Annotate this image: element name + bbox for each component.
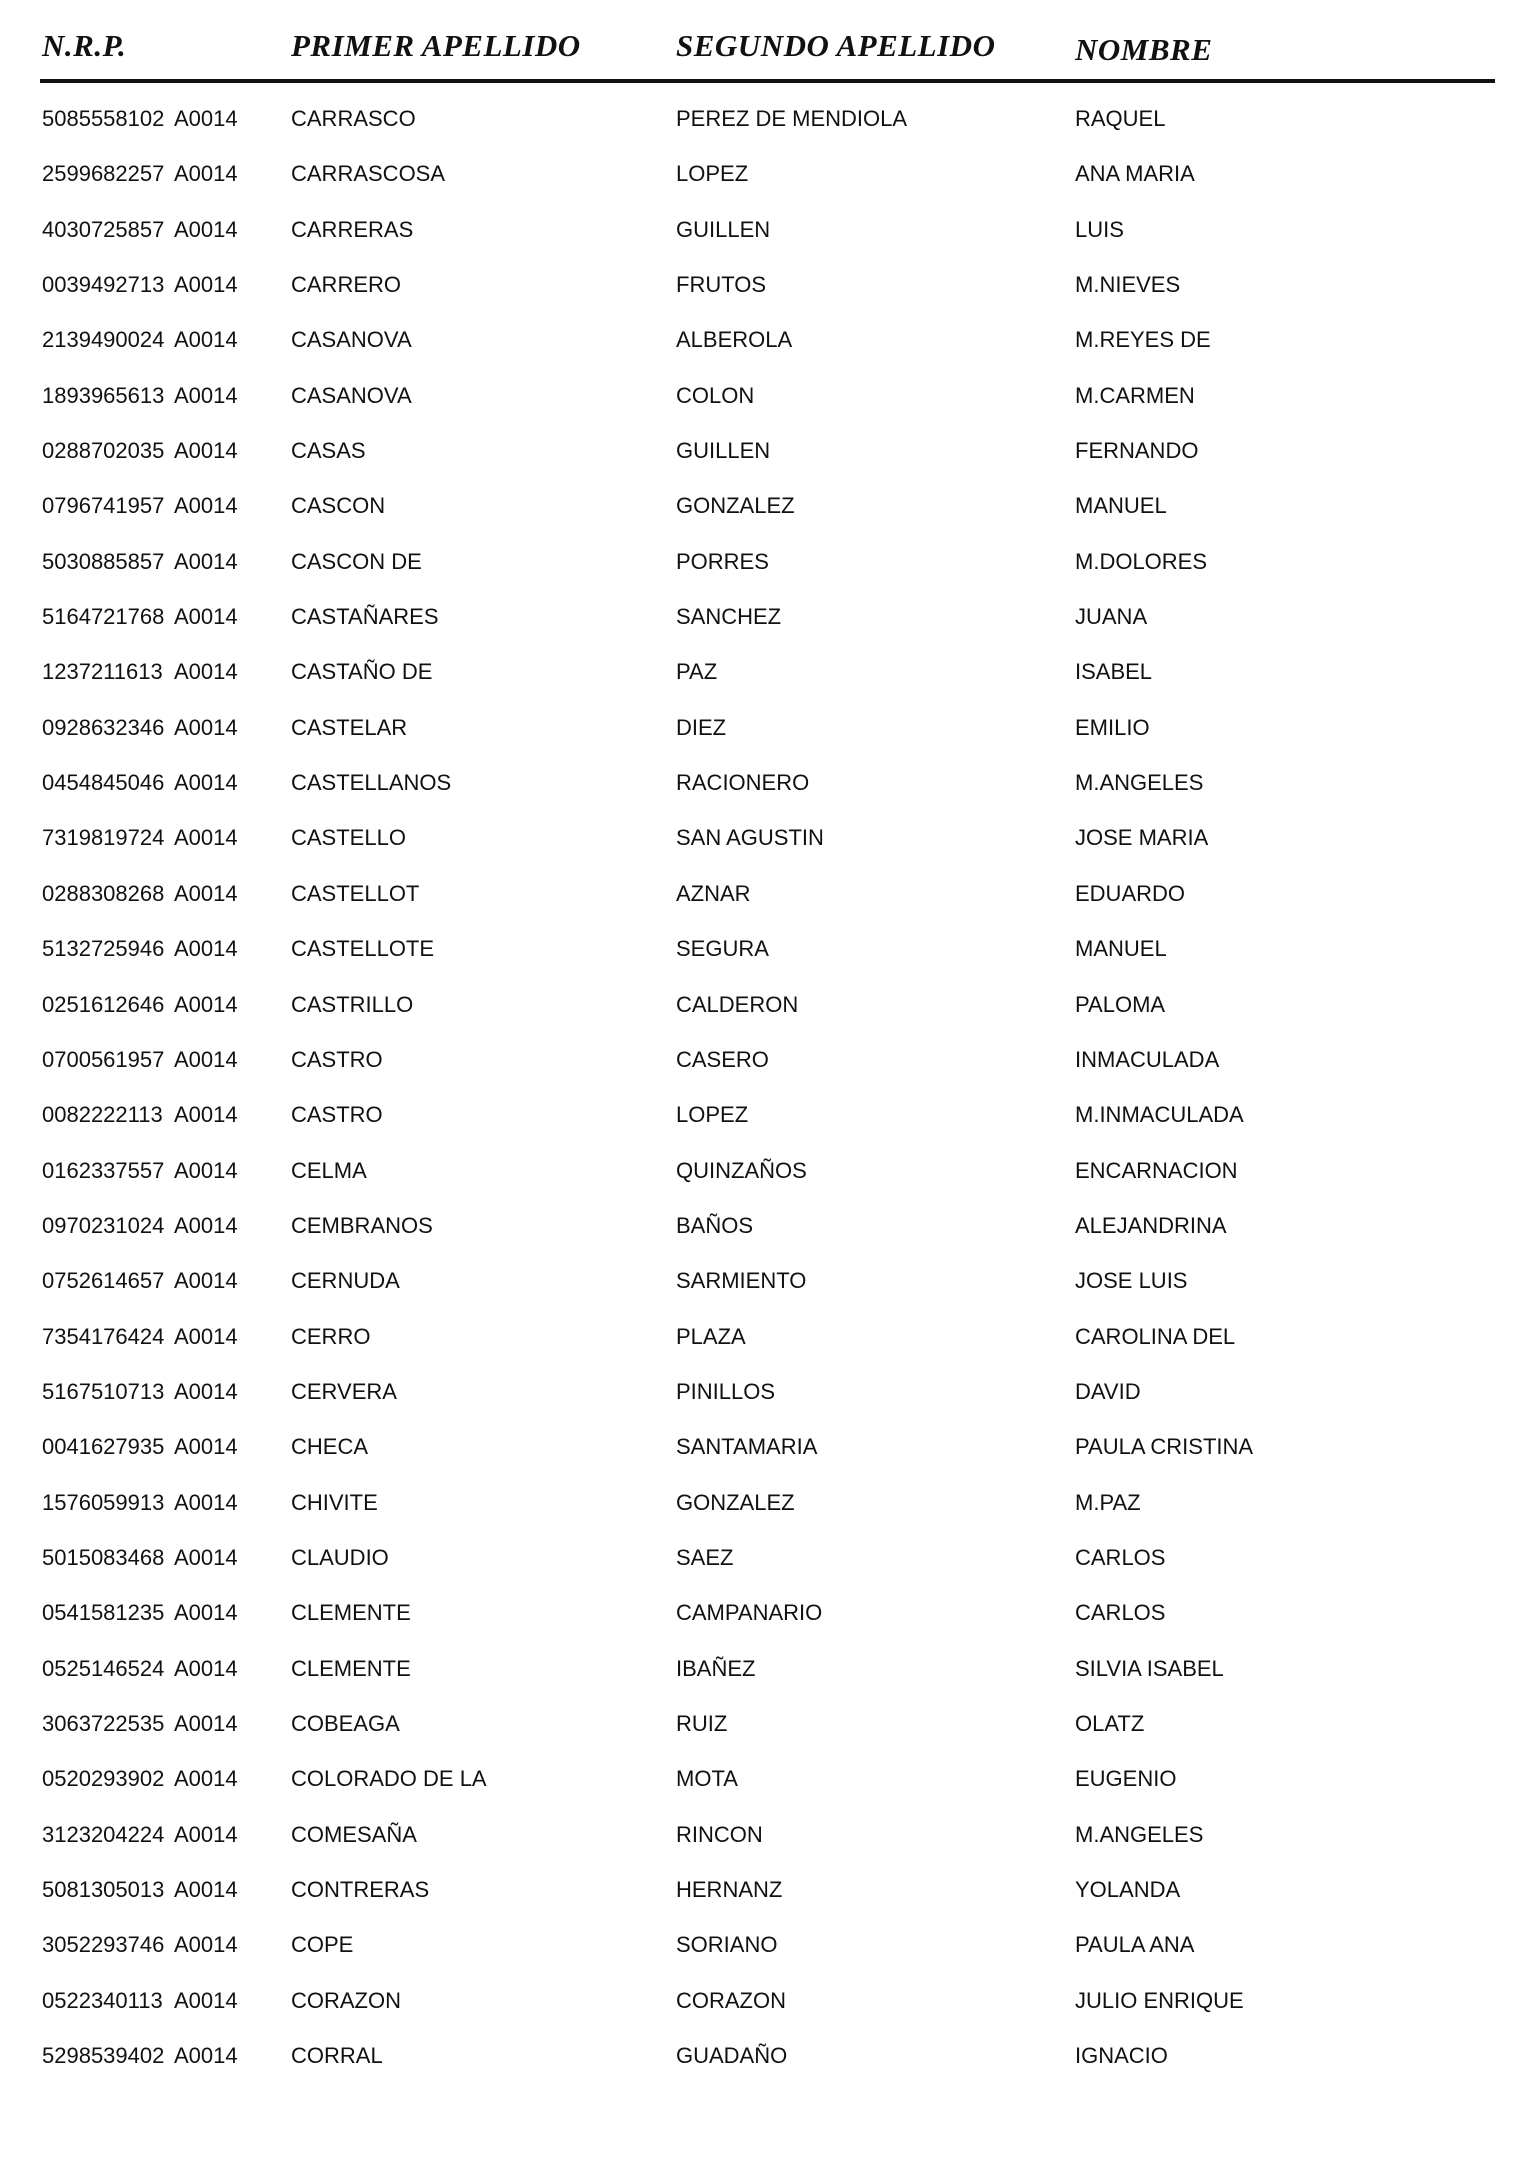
cell-code: A0014: [174, 991, 238, 1017]
cell-primer-apellido: COMESAÑA: [291, 1821, 417, 1847]
cell-nrp: 0520293902: [42, 1766, 165, 1792]
cell-segundo-apellido: ALBEROLA: [676, 327, 793, 353]
cell-code: A0014: [174, 161, 238, 187]
cell-code: A0014: [174, 1877, 238, 1902]
cell-primer-apellido: CASTELAR: [291, 714, 408, 740]
table-row: [0, 1710, 1536, 1768]
cell-nrp: 0041627935: [42, 1434, 165, 1460]
cell-nombre: JUANA: [1075, 604, 1148, 630]
table-row: [0, 274, 1536, 329]
cell-segundo-apellido: LOPEZ: [676, 1102, 749, 1128]
table-row: [0, 1046, 1536, 1104]
cell-nrp: 3052293746: [42, 1932, 165, 1958]
cell-nombre: PALOMA: [1075, 991, 1166, 1017]
cell-code: A0014: [174, 1655, 238, 1681]
cell-nombre: CAROLINA DEL: [1075, 1323, 1236, 1349]
cell-segundo-apellido: PEREZ DE MENDIOLA: [676, 106, 908, 131]
table-row: [0, 163, 1536, 218]
header-segundo-apellido: SEGUNDO APELLIDO: [676, 28, 996, 63]
cell-primer-apellido: CORRAL: [291, 2043, 383, 2069]
table-row: [0, 772, 1536, 827]
cell-nombre: CARLOS: [1075, 1544, 1166, 1570]
cell-primer-apellido: CONTRERAS: [291, 1877, 430, 1902]
cell-primer-apellido: CASTELLO: [291, 825, 406, 851]
cell-primer-apellido: CASTAÑARES: [291, 604, 439, 630]
table-row: [0, 714, 1536, 772]
cell-code: A0014: [174, 1212, 238, 1238]
cell-primer-apellido: CLAUDIO: [291, 1544, 389, 1570]
cell-nrp: 0288308268: [42, 880, 165, 906]
cell-nombre: EUGENIO: [1075, 1766, 1177, 1792]
cell-primer-apellido: CHECA: [291, 1434, 369, 1460]
cell-code: A0014: [174, 1268, 238, 1294]
cell-nrp: 1893965613: [42, 382, 165, 408]
cell-primer-apellido: CERRO: [291, 1323, 371, 1349]
cell-code: A0014: [174, 548, 238, 574]
cell-primer-apellido: CASTELLOTE: [291, 936, 435, 962]
cell-nombre: ISABEL: [1075, 659, 1153, 685]
table-row: [0, 382, 1536, 440]
cell-nrp: 5085558102: [42, 106, 165, 131]
cell-code: A0014: [174, 1157, 238, 1183]
table-row: [0, 1157, 1536, 1215]
cell-nrp: 0288702035: [42, 438, 165, 464]
cell-segundo-apellido: BAÑOS: [676, 1212, 754, 1238]
cell-nrp: 0970231024: [42, 1212, 165, 1238]
cell-code: A0014: [174, 1987, 238, 2013]
header-nrp: N.R.P.: [42, 28, 127, 63]
cell-primer-apellido: CASAS: [291, 438, 366, 464]
cell-primer-apellido: COBEAGA: [291, 1710, 400, 1736]
cell-code: A0014: [174, 493, 238, 519]
cell-segundo-apellido: QUINZAÑOS: [676, 1157, 807, 1183]
cell-nombre: M.NIEVES: [1075, 272, 1181, 298]
cell-segundo-apellido: SORIANO: [676, 1932, 778, 1958]
cell-nombre: YOLANDA: [1075, 1877, 1181, 1902]
cell-code: A0014: [174, 2043, 238, 2069]
cell-nombre: PAULA ANA: [1075, 1932, 1195, 1958]
cell-nombre: M.PAZ: [1075, 1489, 1141, 1515]
cell-primer-apellido: CHIVITE: [291, 1489, 378, 1515]
cell-segundo-apellido: GONZALEZ: [676, 1489, 795, 1515]
cell-nombre: M.DOLORES: [1075, 548, 1208, 574]
cell-segundo-apellido: HERNANZ: [676, 1877, 783, 1902]
cell-nrp: 5298539402: [42, 2043, 165, 2069]
cell-primer-apellido: CERVERA: [291, 1378, 397, 1404]
cell-nombre: CARLOS: [1075, 1600, 1166, 1626]
cell-primer-apellido: CASTRO: [291, 1046, 383, 1072]
cell-primer-apellido: CASCON: [291, 493, 386, 519]
cell-nombre: EMILIO: [1075, 714, 1150, 740]
cell-nrp: 4030725857: [42, 216, 165, 242]
cell-nrp: 2139490024: [42, 327, 165, 353]
cell-code: A0014: [174, 106, 238, 131]
cell-primer-apellido: CASCON DE: [291, 548, 422, 574]
cell-code: A0014: [174, 438, 238, 464]
cell-code: A0014: [174, 1710, 238, 1736]
cell-segundo-apellido: PLAZA: [676, 1323, 746, 1349]
cell-segundo-apellido: MOTA: [676, 1766, 738, 1792]
table-row: [0, 1104, 1536, 1159]
cell-nrp: 5164721768: [42, 604, 165, 630]
cell-nombre: INMACULADA: [1075, 1046, 1220, 1072]
cell-segundo-apellido: CAMPANARIO: [676, 1600, 823, 1626]
cell-primer-apellido: CARRERAS: [291, 216, 414, 242]
cell-nombre: SILVIA ISABEL: [1075, 1655, 1224, 1681]
table-row: [0, 1768, 1536, 1823]
header-nombre: NOMBRE: [1075, 32, 1213, 67]
table-row: [0, 1544, 1536, 1602]
cell-segundo-apellido: PORRES: [676, 548, 769, 574]
table-row: [0, 1212, 1536, 1270]
cell-code: A0014: [174, 1932, 238, 1958]
table-row: [0, 329, 1536, 384]
cell-code: A0014: [174, 1544, 238, 1570]
table-row: [0, 1602, 1536, 1657]
cell-nombre: EDUARDO: [1075, 880, 1186, 906]
cell-nombre: ALEJANDRINA: [1075, 1212, 1227, 1238]
table-row: [0, 1655, 1536, 1713]
cell-primer-apellido: CORAZON: [291, 1987, 401, 2013]
table-row: [0, 1987, 1536, 2045]
cell-segundo-apellido: AZNAR: [676, 880, 751, 906]
cell-nombre: MANUEL: [1075, 936, 1167, 962]
cell-code: A0014: [174, 1102, 238, 1128]
cell-code: A0014: [174, 327, 238, 353]
cell-nombre: FERNANDO: [1075, 438, 1199, 464]
cell-nrp: 7319819724: [42, 825, 165, 851]
cell-code: A0014: [174, 936, 238, 962]
cell-nrp: 3063722535: [42, 1710, 165, 1736]
cell-nrp: 2599682257: [42, 161, 165, 187]
table-row: [0, 661, 1536, 716]
cell-primer-apellido: CASANOVA: [291, 382, 412, 408]
cell-code: A0014: [174, 1378, 238, 1404]
cell-code: A0014: [174, 770, 238, 796]
table-row: [0, 216, 1536, 274]
cell-primer-apellido: CLEMENTE: [291, 1655, 411, 1681]
cell-segundo-apellido: CALDERON: [676, 991, 799, 1017]
cell-code: A0014: [174, 825, 238, 851]
table-row: [0, 938, 1536, 993]
cell-segundo-apellido: PINILLOS: [676, 1378, 776, 1404]
cell-nombre: JULIO ENRIQUE: [1075, 1987, 1244, 2013]
cell-primer-apellido: CASTAÑO DE: [291, 659, 433, 685]
cell-nrp: 5132725946: [42, 936, 165, 962]
cell-primer-apellido: CASTRILLO: [291, 991, 414, 1017]
cell-segundo-apellido: IBAÑEZ: [676, 1655, 756, 1681]
cell-nrp: 0082222113: [42, 1102, 163, 1128]
cell-nombre: ANA MARIA: [1075, 161, 1195, 187]
cell-nombre: M.ANGELES: [1075, 770, 1204, 796]
table-row: [0, 827, 1536, 882]
cell-segundo-apellido: CASERO: [676, 1046, 769, 1072]
table-row: [0, 1378, 1536, 1436]
cell-primer-apellido: COPE: [291, 1932, 354, 1958]
cell-nrp: 0700561957: [42, 1046, 165, 1072]
cell-code: A0014: [174, 1821, 238, 1847]
cell-nrp: 5030885857: [42, 548, 165, 574]
cell-primer-apellido: CELMA: [291, 1157, 367, 1183]
cell-segundo-apellido: GUILLEN: [676, 216, 771, 242]
cell-code: A0014: [174, 659, 238, 685]
cell-code: A0014: [174, 1766, 238, 1792]
cell-nrp: 0928632346: [42, 714, 165, 740]
table-row: [0, 1270, 1536, 1325]
cell-segundo-apellido: CORAZON: [676, 1987, 786, 2013]
cell-code: A0014: [174, 1434, 238, 1460]
cell-primer-apellido: CASTELLOT: [291, 880, 420, 906]
cell-primer-apellido: CEMBRANOS: [291, 1212, 433, 1238]
cell-nrp: 0522340113: [42, 1987, 163, 2013]
table-row: [0, 1879, 1536, 1934]
cell-code: A0014: [174, 382, 238, 408]
cell-code: A0014: [174, 1600, 238, 1626]
cell-primer-apellido: CARRASCO: [291, 106, 416, 131]
table-row: [0, 1821, 1536, 1879]
header-rule: [40, 79, 1495, 83]
cell-primer-apellido: CARRERO: [291, 272, 402, 298]
table-row: [0, 1489, 1536, 1547]
cell-primer-apellido: CLEMENTE: [291, 1600, 411, 1626]
cell-nrp: 3123204224: [42, 1821, 165, 1847]
cell-nombre: OLATZ: [1075, 1710, 1145, 1736]
cell-primer-apellido: CASTELLANOS: [291, 770, 452, 796]
cell-code: A0014: [174, 216, 238, 242]
cell-segundo-apellido: SAEZ: [676, 1544, 734, 1570]
table-row: [0, 108, 1536, 163]
cell-primer-apellido: CARRASCOSA: [291, 161, 446, 187]
cell-primer-apellido: CERNUDA: [291, 1268, 400, 1294]
cell-segundo-apellido: SANCHEZ: [676, 604, 782, 630]
cell-code: A0014: [174, 1046, 238, 1072]
cell-code: A0014: [174, 272, 238, 298]
cell-nombre: IGNACIO: [1075, 2043, 1168, 2069]
cell-nombre: M.CARMEN: [1075, 382, 1195, 408]
cell-nrp: 5167510713: [42, 1378, 165, 1404]
cell-segundo-apellido: DIEZ: [676, 714, 727, 740]
table-row: [0, 548, 1536, 606]
table-row: [0, 1436, 1536, 1491]
cell-nombre: JOSE LUIS: [1075, 1268, 1188, 1294]
cell-nrp: 0454845046: [42, 770, 165, 796]
cell-primer-apellido: CASANOVA: [291, 327, 412, 353]
cell-nrp: 5015083468: [42, 1544, 165, 1570]
cell-nrp: 0039492713: [42, 272, 165, 298]
cell-segundo-apellido: SAN AGUSTIN: [676, 825, 824, 851]
cell-primer-apellido: COLORADO DE LA: [291, 1766, 487, 1792]
cell-nrp: 0162337557: [42, 1157, 165, 1183]
cell-segundo-apellido: LOPEZ: [676, 161, 749, 187]
cell-nrp: 5081305013: [42, 1877, 165, 1902]
cell-nombre: M.INMACULADA: [1075, 1102, 1244, 1128]
cell-nrp: 0752614657: [42, 1268, 165, 1294]
cell-code: A0014: [174, 714, 238, 740]
cell-nombre: JOSE MARIA: [1075, 825, 1209, 851]
cell-nombre: MANUEL: [1075, 493, 1167, 519]
cell-segundo-apellido: GUADAÑO: [676, 2043, 788, 2069]
cell-segundo-apellido: RUIZ: [676, 1710, 728, 1736]
cell-code: A0014: [174, 604, 238, 630]
cell-segundo-apellido: COLON: [676, 382, 755, 408]
table-header: [0, 28, 1536, 78]
cell-segundo-apellido: SARMIENTO: [676, 1268, 807, 1294]
cell-nrp: 1237211613: [42, 659, 163, 685]
cell-segundo-apellido: SEGURA: [676, 936, 769, 962]
cell-segundo-apellido: GUILLEN: [676, 438, 771, 464]
cell-nrp: 1576059913: [42, 1489, 165, 1515]
cell-nombre: DAVID: [1075, 1378, 1141, 1404]
cell-nombre: LUIS: [1075, 216, 1124, 242]
cell-segundo-apellido: RINCON: [676, 1821, 763, 1847]
cell-nrp: 0541581235: [42, 1600, 165, 1626]
cell-nrp: 7354176424: [42, 1323, 165, 1349]
cell-nrp: 0251612646: [42, 991, 165, 1017]
cell-nrp: 0525146524: [42, 1655, 165, 1681]
cell-code: A0014: [174, 1323, 238, 1349]
table-row: [0, 606, 1536, 661]
table-row: [0, 1323, 1536, 1381]
table-row: [0, 495, 1536, 550]
cell-segundo-apellido: PAZ: [676, 659, 718, 685]
cell-nrp: 0796741957: [42, 493, 165, 519]
table-row: [0, 991, 1536, 1049]
cell-nombre: ENCARNACION: [1075, 1157, 1238, 1183]
cell-code: A0014: [174, 1489, 238, 1515]
cell-primer-apellido: CASTRO: [291, 1102, 383, 1128]
cell-segundo-apellido: RACIONERO: [676, 770, 810, 796]
cell-nombre: M.ANGELES: [1075, 1821, 1204, 1847]
cell-nombre: RAQUEL: [1075, 106, 1166, 131]
table-row: [0, 2045, 1536, 2100]
cell-code: A0014: [174, 880, 238, 906]
table-row: [0, 440, 1536, 495]
cell-segundo-apellido: GONZALEZ: [676, 493, 795, 519]
table-row: [0, 880, 1536, 938]
table-row: [0, 1934, 1536, 1989]
table-body: [0, 108, 1536, 2100]
cell-nombre: M.REYES DE: [1075, 327, 1211, 353]
cell-segundo-apellido: SANTAMARIA: [676, 1434, 818, 1460]
cell-segundo-apellido: FRUTOS: [676, 272, 767, 298]
header-primer-apellido: PRIMER APELLIDO: [291, 28, 581, 63]
cell-nombre: PAULA CRISTINA: [1075, 1434, 1254, 1460]
